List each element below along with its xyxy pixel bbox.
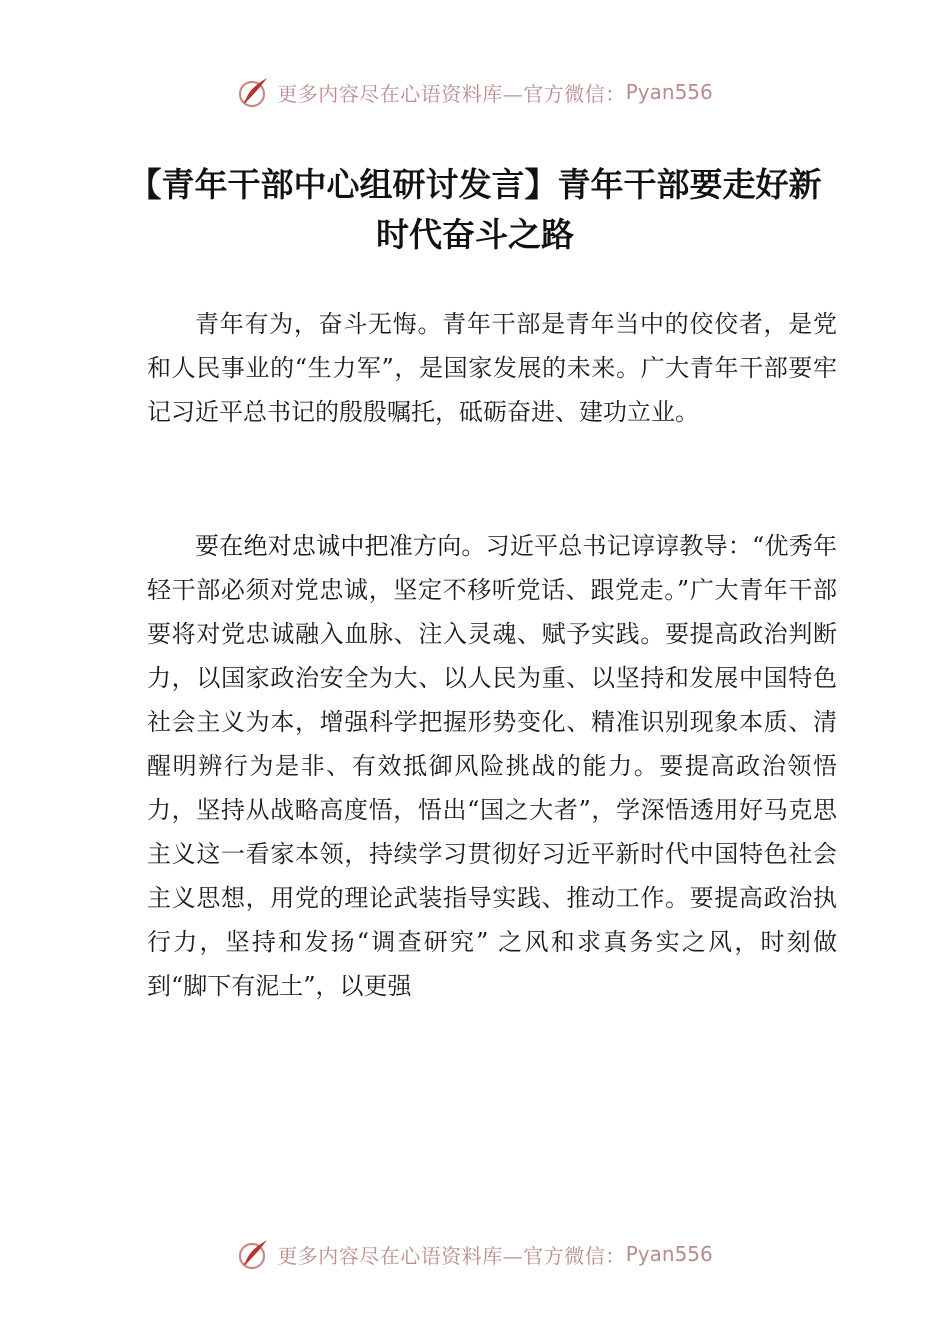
paragraph-intro <box>147 302 837 434</box>
paragraph-text: 习近平总书记谆谆教导：“优秀年轻干部必须对党忠诚，坚定不移听党话、跟党走。”广大青年干部要将对党忠诚融入血脉、注入灵魂、赋予实践。要提高政治判断力，以国家政治安全为大、以人民为重、以坚持和发展中国特色社会主义为本，增强科学把握形势变化、精准识别现象本质、清醒明辨行为是非、有效抵御风险挑战的能力。要提高政治领悟力，坚持从战略高度悟，悟出“国之大者”，学深悟透用好马克思主义这一看家本领，持续学习贯彻好习近平新时代中国特色社会主义思想，用党的理论武装指导实践、推动工作。要提高政治执行力，坚持和发扬“调查研究” 之风和求真务实之风，时刻做到“脚下有泥土”，以更强 <box>147 532 837 1000</box>
quill-logo-icon <box>237 75 271 109</box>
paragraph-lead-heading: 要在绝对忠诚中把准方向。 <box>195 532 486 560</box>
document-title: 【青年干部中心组研讨发言】青年干部要走好新时代奋斗之路 <box>128 165 822 254</box>
paragraph-loyalty <box>147 524 837 1008</box>
footer-watermark-id: Pyan556 <box>625 1242 713 1266</box>
paragraph-text: 青年有为，奋斗无悔。青年干部是青年当中的佼佼者，是党和人民事业的“生力军”，是国家发展的未来。广大青年干部要牢记习近平总书记的殷殷嘱托，砥砺奋进、建功立业。 <box>147 310 837 426</box>
header-watermark-banner <box>0 72 950 112</box>
footer-watermark-banner <box>0 1234 950 1274</box>
header-watermark-text: 更多内容尽在心语资料库—官方微信： <box>277 81 626 106</box>
footer-watermark-text: 更多内容尽在心语资料库—官方微信： <box>277 1243 626 1268</box>
header-watermark-id: Pyan556 <box>625 80 713 104</box>
quill-logo-icon <box>237 1237 271 1271</box>
